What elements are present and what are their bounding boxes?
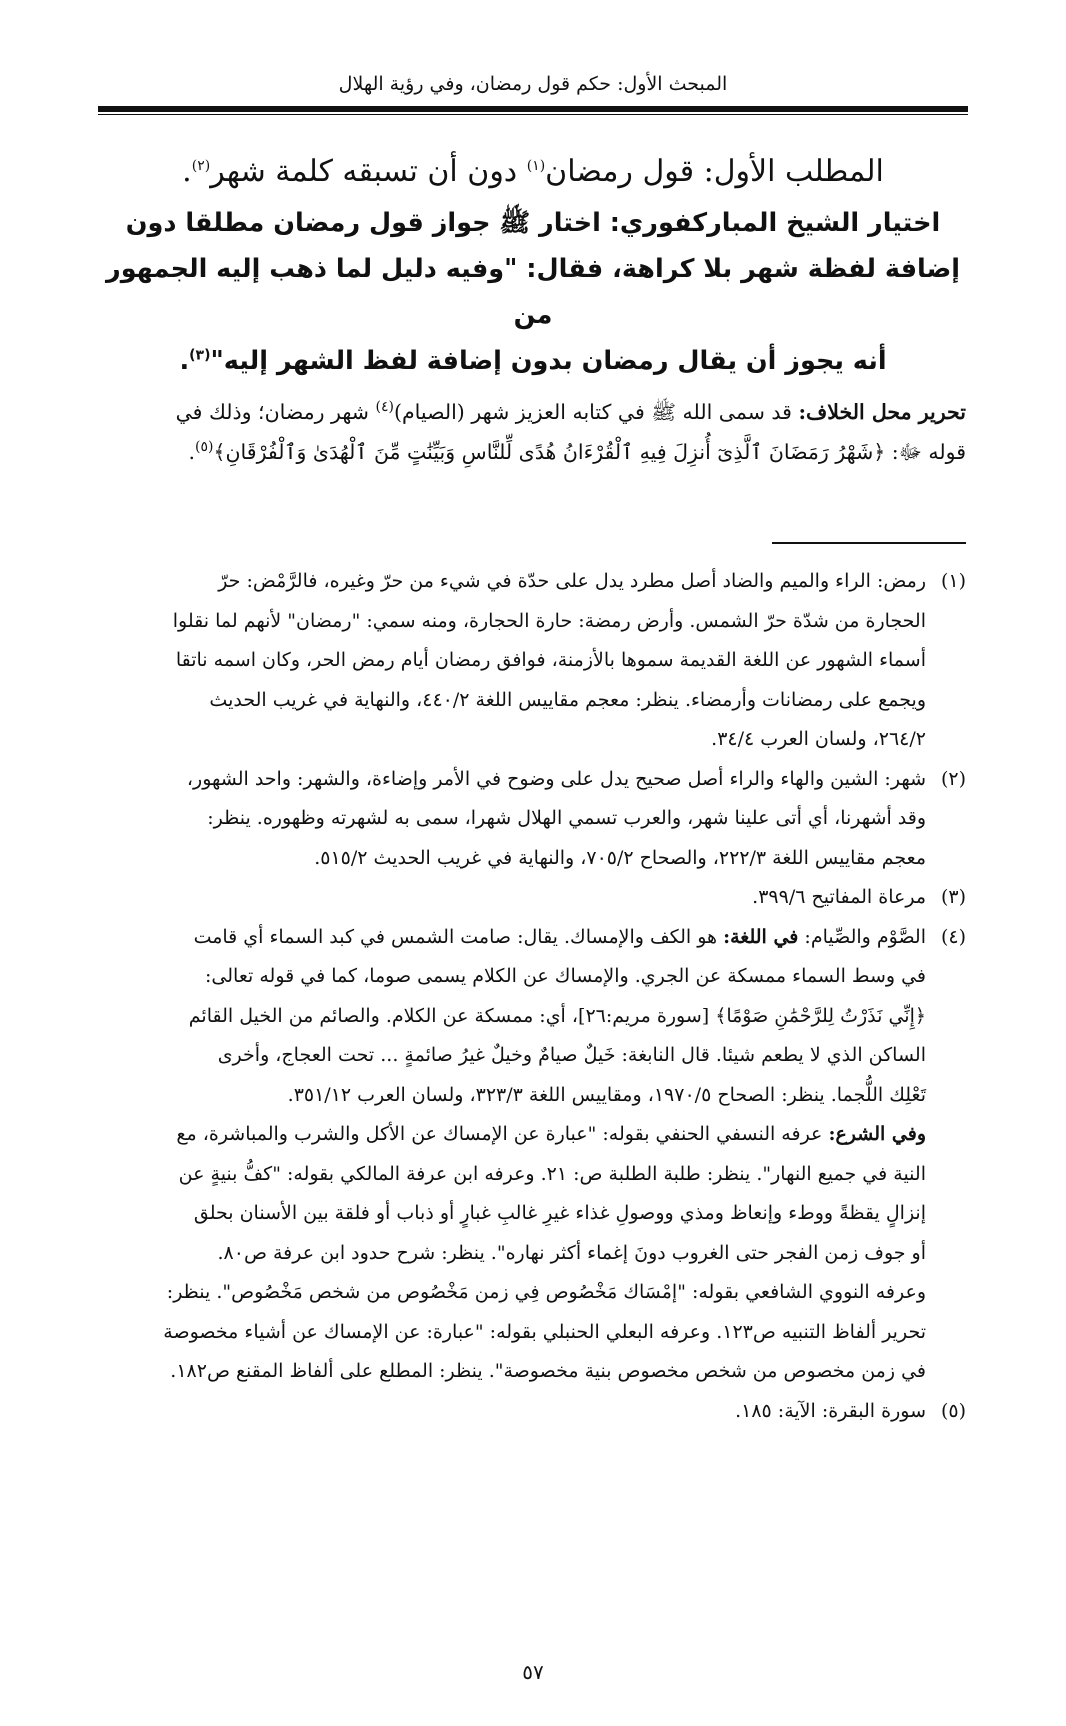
footnote-line: تَعْلِك اللُّجما. ينظر: الصحاح ١٩٧٠/٥، ومقاييس اللغة ٣٢٣/٣، ولسان العرب ٣٥١/١٢.	[287, 1083, 926, 1106]
footnote-3	[100, 878, 966, 918]
fast-definition-intro: الصَّوْم والصِّيام:	[798, 925, 926, 948]
footnote-line: في زمن مخصوص من شخص مخصوص بنية مخصوصة". ينظر: المطلع على ألفاظ المقنع ص١٨٢.	[170, 1360, 926, 1382]
footnote-line: الحجارة من شدّة حرّ الشمس. وأرض رمضة: حارة الحجارة، ومنه سمي: "رمضان" لأنهم لما نقلوا	[172, 609, 926, 632]
footnote-number: (٢)	[940, 767, 966, 790]
page-number: ٥٧	[522, 1660, 544, 1684]
footnote-number: (١)	[940, 570, 966, 592]
footnote-text: هو الكف والإمساك. يقال: صامت الشمس في كبد السماء أي قامت	[193, 925, 724, 948]
footnote-line: ﴿إِنِّي نَذَرْتُ لِلرَّحْمَٰنِ صَوْمًا﴾ [سورة مريم:٢٦]، أي: ممسكة عن الكلام. والصائم من الخيل القائم	[188, 1004, 926, 1027]
section-title-text: المطلب الأول: قول رمضان	[545, 154, 884, 189]
footnote-ref-3[interactable]: (٣)	[189, 347, 211, 364]
footnote-line: سورة البقرة: الآية: ١٨٥.	[735, 1399, 926, 1422]
footnote-line: ويجمع على رمضانات وأرمضاء. ينظر: معجم مقاييس اللغة ٤٤٠/٢، والنهاية في غريب الحديث	[209, 688, 926, 711]
footnote-ref-4[interactable]: (٤)	[375, 399, 394, 416]
footnote-line: أسماء الشهور عن اللغة القديمة سموها بالأزمنة، فوافق رمضان أيام رمض الحر، وكان اسمه ناتقا	[175, 649, 926, 671]
dispute-label: تحرير محل الخلاف:	[798, 400, 966, 424]
quran-verse: ﴿شَهْرُ رَمَضَانَ ٱلَّذِىٓ أُنزِلَ فِيهِ ٱلْقُرْءَانُ هُدًى لِّلنَّاسِ وَبَيِّنَٰتٍ مِّنَ ٱلْهُدَىٰ وَٱلْفُرْقَانِ﴾	[213, 440, 886, 464]
footnote-line: رمض: الراء والميم والضاد أصل مطرد يدل على حدّة في شيء من حرّ وغيره، فالرَّمْض: حرّ	[218, 570, 926, 592]
footnote-line: في وسط السماء ممسكة عن الجري. والإمساك عن الكلام يسمى صوما، كما في قوله تعالى:	[205, 965, 926, 987]
footnote-number: (٣)	[940, 886, 966, 908]
footnote-4	[100, 918, 966, 1392]
footnote-text: عرفه النسفي الحنفي بقوله: "عبارة عن الإمساك عن الأكل والشرب والمباشرة، مع	[176, 1123, 829, 1145]
legal-label: وفي الشرع:	[828, 1123, 926, 1145]
scholar-choice-line: إضافة لفظة شهر بلا كراهة، فقال: "وفيه دليل لما ذهب إليه الجمهور من	[106, 254, 960, 330]
dispute-text-continued: شهر رمضان؛ وذلك في	[175, 400, 376, 424]
footnote-line	[100, 1115, 926, 1155]
linguistic-label: في اللغة:	[723, 925, 799, 948]
footnote-1	[100, 562, 966, 760]
running-header: المبحث الأول: حكم قول رمضان، وفي رؤية الهلال	[338, 73, 728, 95]
footnote-number: (٤)	[940, 925, 966, 948]
section-title-continued: دون أن تسبقه كلمة شهر	[210, 154, 527, 189]
footnote-line: شهر: الشين والهاء والراء أصل صحيح يدل على وضوح في الأمر وإضاءة، والشهر: واحد الشهور،	[186, 767, 926, 790]
footnotes	[100, 562, 966, 1431]
footnote-line: تحرير ألفاظ التنبيه ص١٢٣. وعرفه البعلي الحنبلي بقوله: "عبارة: عن الإمساك عن أشياء مخصوصة	[163, 1320, 926, 1343]
main-text	[100, 150, 966, 472]
header-rule	[98, 106, 968, 112]
section-title-end: .	[182, 154, 192, 189]
footnote-line: ٢٦٤/٢، ولسان العرب ٣٤/٤.	[711, 728, 926, 750]
header-rule-thin	[98, 114, 968, 115]
footnote-separator	[772, 542, 966, 544]
footnote-number: (٥)	[940, 1399, 966, 1422]
dispute-text: قد سمى الله ﷺ في كتابه العزيز شهر (الصيام)	[393, 400, 799, 424]
scholar-choice-line: اختيار الشيخ المباركفوري: اختار ﷺ جواز قول رمضان مطلقا دون	[125, 208, 941, 238]
footnote-2	[100, 760, 966, 879]
footnote-line: وعرفه النووي الشافعي بقوله: "إمْسَاك مَخْصُوص فِي زمن مَخْصُوص من شخص مَخْصُوص". ينظر:	[166, 1281, 926, 1303]
footnote-line: أو جوف زمن الفجر حتى الغروب دونَ إغماء أكثر نهاره". ينظر: شرح حدود ابن عرفة ص٨٠.	[217, 1241, 926, 1264]
scholar-choice	[100, 200, 966, 384]
footnote-ref-1[interactable]: (١)	[526, 158, 546, 174]
dispute-line-2: قوله ﷻ:	[885, 440, 966, 464]
footnote-line	[100, 918, 926, 958]
dispute-end: .	[188, 440, 195, 464]
section-title	[100, 150, 966, 194]
scholar-choice-end: .	[179, 346, 190, 376]
footnote-line: الساكن الذي لا يطعم شيئا. قال النابغة: خَيلٌ صيامٌ وخيلٌ غيرُ صائمةٍ ... تحت العجاج، وأخرى	[217, 1044, 926, 1066]
footnote-line: معجم مقاييس اللغة ٢٢٢/٣، والصحاح ٧٠٥/٢، والنهاية في غريب الحديث ٥١٥/٢.	[314, 846, 926, 869]
footnote-ref-2[interactable]: (٢)	[191, 158, 211, 174]
footnote-line: النية في جميع النهار". ينظر: طلبة الطلبة ص: ٢١. وعرفه ابن عرفة المالكي بقوله: "كفُّ بنيةٍ عن	[178, 1162, 926, 1185]
scholar-choice-line: أنه يجوز أن يقال رمضان بدون إضافة لفظ الشهر إليه"	[210, 346, 887, 376]
footnote-line: مرعاة المفاتيح ٣٩٩/٦.	[752, 886, 926, 908]
footnote-ref-5[interactable]: (٥)	[194, 439, 214, 456]
footnote-5	[100, 1392, 966, 1432]
dispute-paragraph	[100, 392, 966, 472]
footnote-line: وقد أشهرنا، أي أتى علينا شهر، والعرب تسمي الهلال شهرا، سمى به لشهرته وظهوره. ينظر:	[207, 807, 926, 829]
footnote-line: إنزالٍ يقظةً ووطء وإنعاظ ومذي ووصولِ غذاء غيرِ غالبِ غبارٍ أو ذباب أو فلقة بين الأسنان بحلق	[193, 1202, 926, 1224]
